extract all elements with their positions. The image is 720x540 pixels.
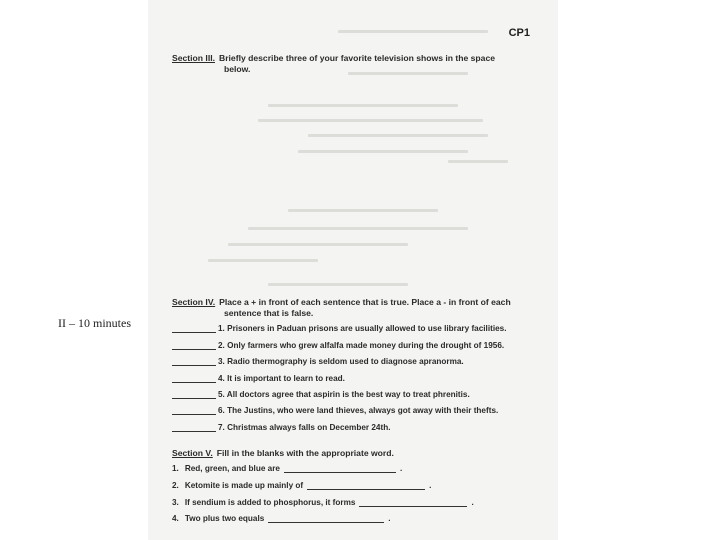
item-number: 3. — [172, 498, 179, 507]
true-false-item — [172, 356, 552, 366]
true-false-statement: 6. The Justins, who were land thieves, always got away with their thefts. — [218, 406, 499, 415]
true-false-item — [172, 389, 552, 399]
fill-in-end: . — [399, 464, 403, 473]
true-false-item — [172, 323, 552, 333]
section-4-instruction-cont: sentence that is false. — [224, 307, 314, 318]
section-4-instruction: Place a + in front of each sentence that is true. Place a - in front of each — [219, 297, 511, 307]
fill-in-end: . — [388, 514, 391, 523]
true-false-item — [172, 422, 552, 432]
section-3-instruction: Briefly describe three of your favorite television shows in the space — [218, 53, 496, 63]
fill-in-item — [172, 497, 552, 507]
fill-in-prompt: Ketomite is made up mainly of — [184, 481, 304, 490]
fill-in-end: . — [429, 481, 432, 490]
section-3-heading — [172, 53, 542, 74]
answer-blank[interactable] — [172, 389, 216, 399]
true-false-statement: 7. Christmas always falls on December 24th. — [218, 423, 391, 432]
true-false-item — [172, 340, 552, 350]
fill-in-blank[interactable] — [268, 513, 384, 523]
answer-blank[interactable] — [172, 373, 216, 383]
fill-in-blank[interactable] — [307, 480, 425, 490]
fill-in-prompt: Two plus two equals — [184, 514, 265, 523]
section-3-instruction-cont: below. — [224, 63, 251, 74]
section-4-heading — [172, 297, 542, 318]
true-false-statement: 3. Radio thermography is seldom used to diagnose apranorma. — [218, 357, 464, 366]
section-5-label: Section V. — [172, 448, 213, 458]
item-number: 1. — [172, 464, 179, 473]
section-5-heading — [172, 448, 542, 459]
corner-code: CP1 — [508, 27, 530, 39]
answer-blank[interactable] — [172, 323, 216, 333]
answer-blank[interactable] — [172, 405, 216, 415]
fill-in-end: . — [471, 498, 474, 507]
fill-in-blank[interactable] — [359, 497, 467, 507]
fill-in-item — [172, 513, 552, 523]
worksheet-page — [148, 0, 558, 540]
fill-in-blank[interactable] — [284, 463, 396, 473]
item-number: 4. — [172, 514, 179, 523]
true-false-item — [172, 405, 552, 415]
fill-in-item — [172, 480, 552, 490]
true-false-statement: 4. It is important to learn to read. — [218, 374, 345, 383]
section-5-instruction: Fill in the blanks with the appropriate word. — [216, 448, 394, 458]
answer-blank[interactable] — [172, 340, 216, 350]
fill-in-prompt: If sendium is added to phosphorus, it forms — [184, 498, 356, 507]
true-false-statement: 1. Prisoners in Paduan prisons are usually allowed to use library facilities. — [218, 324, 507, 333]
fill-in-item — [172, 463, 552, 473]
slide-time-label: II – 10 minutes — [58, 316, 131, 330]
section-3-label: Section III. — [172, 53, 215, 63]
fill-in-prompt: Red, green, and blue are — [184, 464, 280, 473]
true-false-item — [172, 373, 552, 383]
answer-blank[interactable] — [172, 422, 216, 432]
item-number: 2. — [172, 481, 179, 490]
true-false-statement: 5. All doctors agree that aspirin is the best way to treat phrenitis. — [218, 390, 470, 399]
true-false-statement: 2. Only farmers who grew alfalfa made money during the drought of 1956. — [218, 341, 505, 350]
answer-blank[interactable] — [172, 356, 216, 366]
section-4-label: Section IV. — [172, 297, 216, 307]
